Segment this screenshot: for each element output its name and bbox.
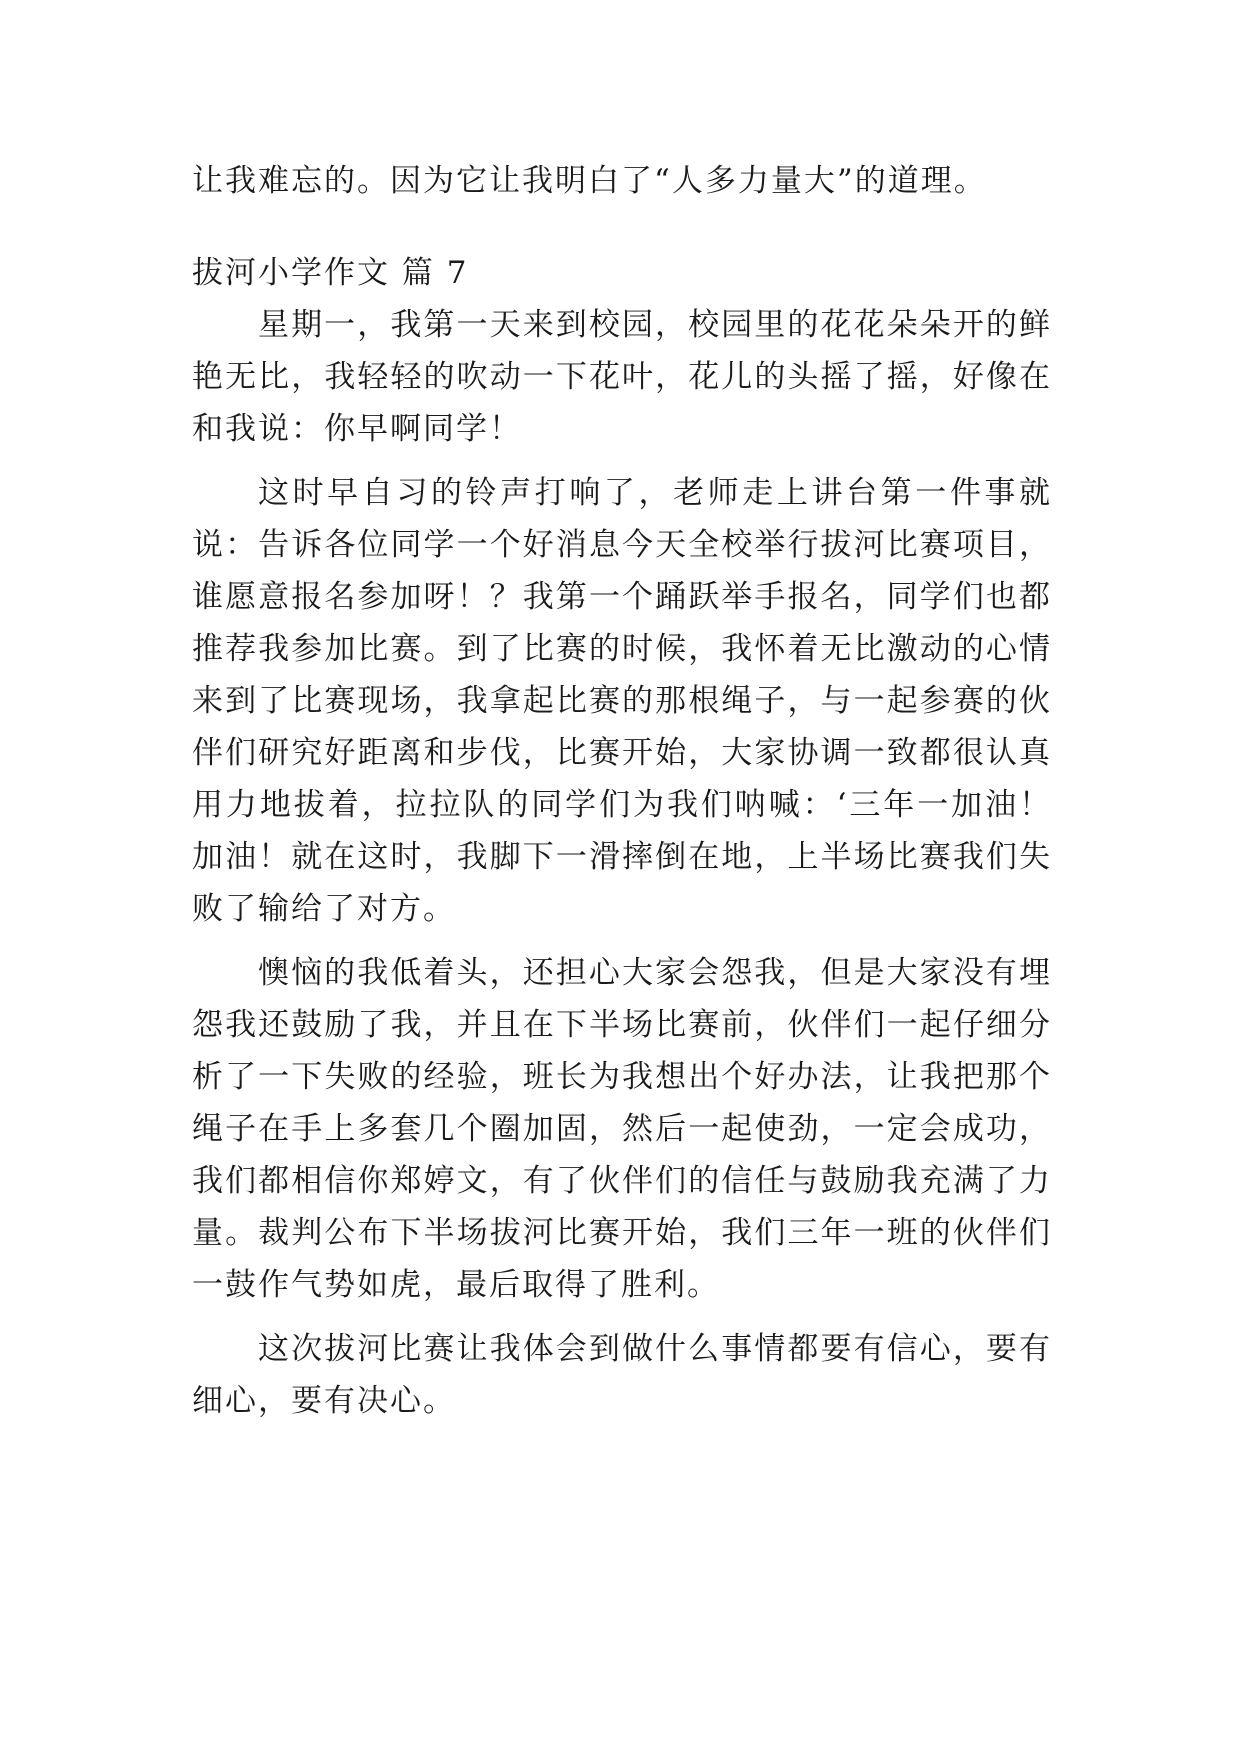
paragraph-4: 这次拔河比赛让我体会到做什么事情都要有信心，要有细心，要有决心。 (192, 1331, 1052, 1419)
section-title: 拔河小学作文 篇 7 (192, 255, 469, 291)
document-body (192, 155, 1052, 1439)
paragraph-1: 星期一，我第一天来到校园，校园里的花花朵朵开的鲜艳无比，我轻轻的吹动一下花叶，花儿的头摇了摇，好像在和我说：你早啊同学！ (192, 307, 1052, 447)
paragraph-2: 这时早自习的铃声打响了，老师走上讲台第一件事就说：告诉各位同学一个好消息今天全校举行拔河比赛项目，谁愿意报名参加呀！？我第一个踊跃举手报名，同学们也都推荐我参加比赛。到了比赛的时候，我怀着无比激动的心情来到了比赛现场，我拿起比赛的那根绳子，与一起参赛的伙伴们研究好距离和步伐，比赛开始，大家协调一致都很认真用力地拔着，拉拉队的同学们为我们呐喊：‘三年一加油！加油！就在这时，我脚下一滑摔倒在地，上半场比赛我们失败了输给了对方。 (192, 475, 1052, 927)
paragraph-3: 懊恼的我低着头，还担心大家会怨我，但是大家没有埋怨我还鼓励了我，并且在下半场比赛前，伙伴们一起仔细分析了一下失败的经验，班长为我想出个好办法，让我把那个绳子在手上多套几个圈加固，然后一起使劲，一定会成功，我们都相信你郑婷文，有了伙伴们的信任与鼓励我充满了力量。裁判公布下半场拔河比赛开始，我们三年一班的伙伴们一鼓作气势如虎，最后取得了胜利。 (192, 955, 1052, 1303)
continuation-paragraph: 让我难忘的。因为它让我明白了“人多力量大”的道理。 (192, 163, 987, 199)
